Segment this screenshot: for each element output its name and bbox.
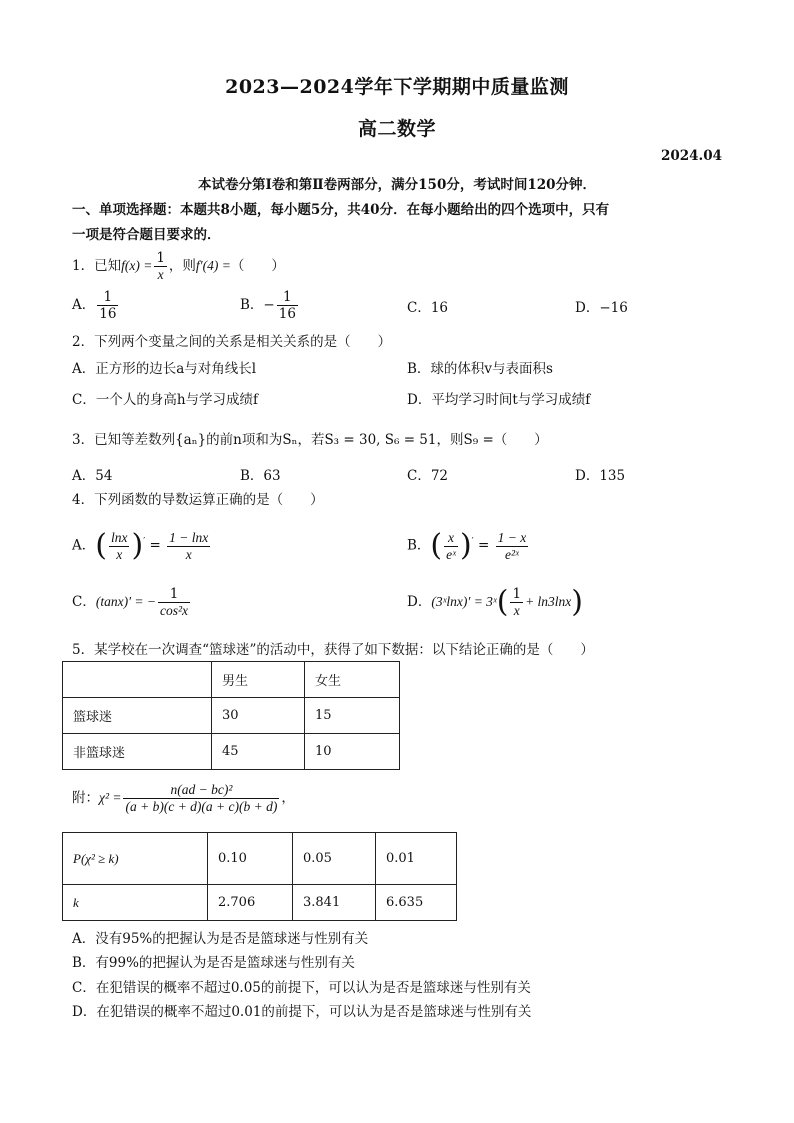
survey-table-cell: 篮球迷 bbox=[63, 698, 212, 734]
table-row bbox=[63, 833, 457, 885]
q2-option-d: D．平均学习时间t与学习成绩f bbox=[407, 392, 591, 408]
q4-b-num: 1 − x bbox=[497, 529, 527, 545]
q5-option-d: D．在犯错误的概率不超过0.01的前提下，可以认为是否是篮球迷与性别有关 bbox=[72, 1004, 532, 1020]
critical-table-cell: k bbox=[63, 885, 208, 921]
q4-a-lparen: ( bbox=[95, 528, 107, 563]
survey-table-cell: 男生 bbox=[212, 662, 305, 698]
q4-b-fraction bbox=[496, 530, 529, 563]
survey-table-cell: 30 bbox=[212, 698, 305, 734]
q4-a-fraction bbox=[167, 530, 210, 563]
q4-option-a: A．( $\frac{\ln x}{x}$ )′ = $\frac{1 - \ln x}{x}$ bbox=[72, 528, 209, 563]
q4-d-num: 1 bbox=[512, 586, 522, 602]
q1-b-label: B．− bbox=[240, 297, 275, 313]
q1-fraction bbox=[154, 250, 167, 283]
q5-option-c: C．在犯错误的概率不超过0.05的前提下，可以认为是否是篮球迷与性别有关 bbox=[72, 980, 531, 996]
q4-a-rparen: ) bbox=[131, 528, 144, 563]
q3-option-a: A．54 bbox=[72, 468, 113, 484]
q4-a-left-den: x bbox=[116, 546, 123, 562]
q1-num: 1 bbox=[156, 250, 165, 266]
critical-value-table bbox=[62, 832, 457, 921]
q4-b-left-den: eˣ bbox=[446, 546, 456, 562]
critical-table-cell: 0.10 bbox=[208, 833, 293, 885]
q1-option-a bbox=[72, 288, 120, 322]
q2-option-a: A．正方形的边长a与对角线长l bbox=[72, 361, 257, 377]
appendix-label: 附： bbox=[72, 790, 99, 806]
q1-mid: ，则 bbox=[168, 258, 196, 274]
q1-option-d: D．−16 bbox=[575, 300, 628, 316]
q4-b-left-fraction bbox=[444, 530, 458, 563]
chi-square-formula bbox=[72, 778, 295, 818]
chi-num: n(ad − bc)² bbox=[123, 782, 279, 799]
q1-a-den: 16 bbox=[99, 306, 117, 322]
q1-paren: （ ） bbox=[230, 258, 285, 274]
q5-option-b: B．有99%的把握认为是否是篮球迷与性别有关 bbox=[72, 955, 355, 971]
chi-fraction bbox=[123, 782, 279, 815]
q3-option-d: D．135 bbox=[575, 468, 626, 484]
q4-option-b: B．( $\frac{x}{\text{eˣ}}$ )′ = $\frac{1 - x}{\text{e²ˣ}}$ bbox=[407, 528, 527, 563]
q4-c-label: C． bbox=[72, 594, 96, 610]
survey-table-cell: 女生 bbox=[305, 662, 400, 698]
q4-a-left-num: lnx bbox=[110, 529, 128, 545]
exam-title: 2023—2024学年下学期期中质量监测 bbox=[225, 76, 569, 98]
q1-b-den: 16 bbox=[278, 306, 296, 322]
q4-b-lparen: ( bbox=[430, 528, 443, 563]
q1-b-fraction bbox=[277, 289, 298, 322]
exam-intro: 本试卷分第Ⅰ卷和第Ⅱ卷两部分，满分150分，考试时间120分钟． bbox=[197, 177, 597, 193]
q4-option-c bbox=[72, 582, 192, 622]
q4-b-left-num: x bbox=[444, 530, 458, 547]
question-1-stem bbox=[72, 248, 285, 284]
chi-tail: ， bbox=[281, 790, 295, 806]
table-row bbox=[63, 698, 400, 734]
question-4-stem: 4．下列函数的导数运算正确的是（ ） bbox=[72, 492, 324, 508]
table-row bbox=[63, 734, 400, 770]
q4-a-num: 1 − lnx bbox=[169, 529, 209, 545]
q4-d-fraction bbox=[510, 586, 523, 619]
table-row bbox=[63, 885, 457, 921]
survey-table-cell: 10 bbox=[305, 734, 400, 770]
critical-table-cell: 2.706 bbox=[208, 885, 293, 921]
survey-table-cell: 15 bbox=[305, 698, 400, 734]
survey-table bbox=[62, 661, 400, 770]
q4-option-d bbox=[407, 582, 583, 623]
critical-table-cell: 3.841 bbox=[293, 885, 376, 921]
q4-d-den: x bbox=[513, 603, 520, 618]
q4-d-label: D． bbox=[407, 594, 432, 610]
q4-a-left-fraction bbox=[109, 530, 130, 563]
q5-option-a: A．没有95%的把握认为是否是篮球迷与性别有关 bbox=[72, 931, 369, 947]
q1-option-c: C．16 bbox=[407, 300, 449, 316]
q1-fprime: f′(4) = bbox=[195, 258, 231, 273]
section-heading-line1: 一、单项选择题：本题共8小题，每小题5分，共40分．在每小题给出的四个选项中，只有 bbox=[72, 202, 610, 218]
survey-table-cell: 非篮球迷 bbox=[63, 734, 212, 770]
exam-subtitle: 高二数学 bbox=[357, 118, 436, 140]
q4-d-left: (3ˣlnx)′ = 3ˣ bbox=[431, 594, 497, 609]
q4-a-label: A． bbox=[72, 537, 96, 554]
question-5-stem: 5．某学校在一次调查“篮球迷”的活动中，获得了如下数据：以下结论正确的是（ ） bbox=[72, 642, 594, 658]
critical-table-cell: 0.05 bbox=[293, 833, 376, 885]
q4-d-tail: + ln3lnx bbox=[525, 594, 572, 609]
q4-c-den: cos²x bbox=[160, 603, 189, 618]
q4-d-rparen: ) bbox=[571, 584, 584, 620]
q4-b-label: B． bbox=[407, 537, 431, 554]
survey-table-cell bbox=[63, 662, 212, 698]
q1-fx: f(x) = bbox=[121, 258, 153, 273]
q2-option-c: C．一个人的身高h与学习成绩f bbox=[72, 392, 259, 408]
q4-b-den: e²ˣ bbox=[505, 546, 519, 562]
q3-option-c: C．72 bbox=[407, 468, 449, 484]
q1-option-b bbox=[240, 288, 300, 322]
q3-option-b: B．63 bbox=[240, 468, 281, 484]
q4-d-lparen: ( bbox=[496, 584, 509, 620]
chi-left: χ² = bbox=[99, 790, 122, 805]
survey-table-cell: 45 bbox=[212, 734, 305, 770]
section-heading-line2: 一项是符合题目要求的． bbox=[72, 227, 221, 243]
q4-a-den: x bbox=[185, 546, 192, 562]
critical-table-cell: P(χ² ≥ k) bbox=[63, 833, 208, 885]
q4-c-left: (tanx)′ = − bbox=[95, 594, 157, 609]
q4-c-num: 1 bbox=[158, 586, 190, 603]
chi-den: (a + b)(c + d)(a + c)(b + d) bbox=[125, 799, 278, 814]
q1-a-num: 1 bbox=[97, 289, 118, 306]
q1-den: x bbox=[157, 267, 164, 282]
q1-a-fraction bbox=[97, 289, 118, 322]
q4-c-fraction bbox=[158, 586, 190, 619]
survey-table-header bbox=[63, 662, 400, 698]
q4-b-rparen: ) bbox=[459, 528, 472, 563]
question-2-stem: 2．下列两个变量之间的关系是相关关系的是（ ） bbox=[72, 334, 392, 350]
q2-option-b: B．球的体积v与表面积s bbox=[407, 361, 553, 377]
q1-b-num: 1 bbox=[277, 289, 298, 306]
question-3-stem: 3．已知等差数列{aₙ}的前n项和为Sₙ，若S₃ = 30, S₆ = 51，则S₉ =（ ） bbox=[72, 432, 548, 448]
critical-table-cell: 6.635 bbox=[376, 885, 457, 921]
critical-table-cell: 0.01 bbox=[376, 833, 457, 885]
exam-date: 2024.04 bbox=[660, 148, 722, 164]
q1-a-label: A． bbox=[72, 297, 96, 313]
q1-prefix: 1．已知 bbox=[72, 258, 122, 274]
